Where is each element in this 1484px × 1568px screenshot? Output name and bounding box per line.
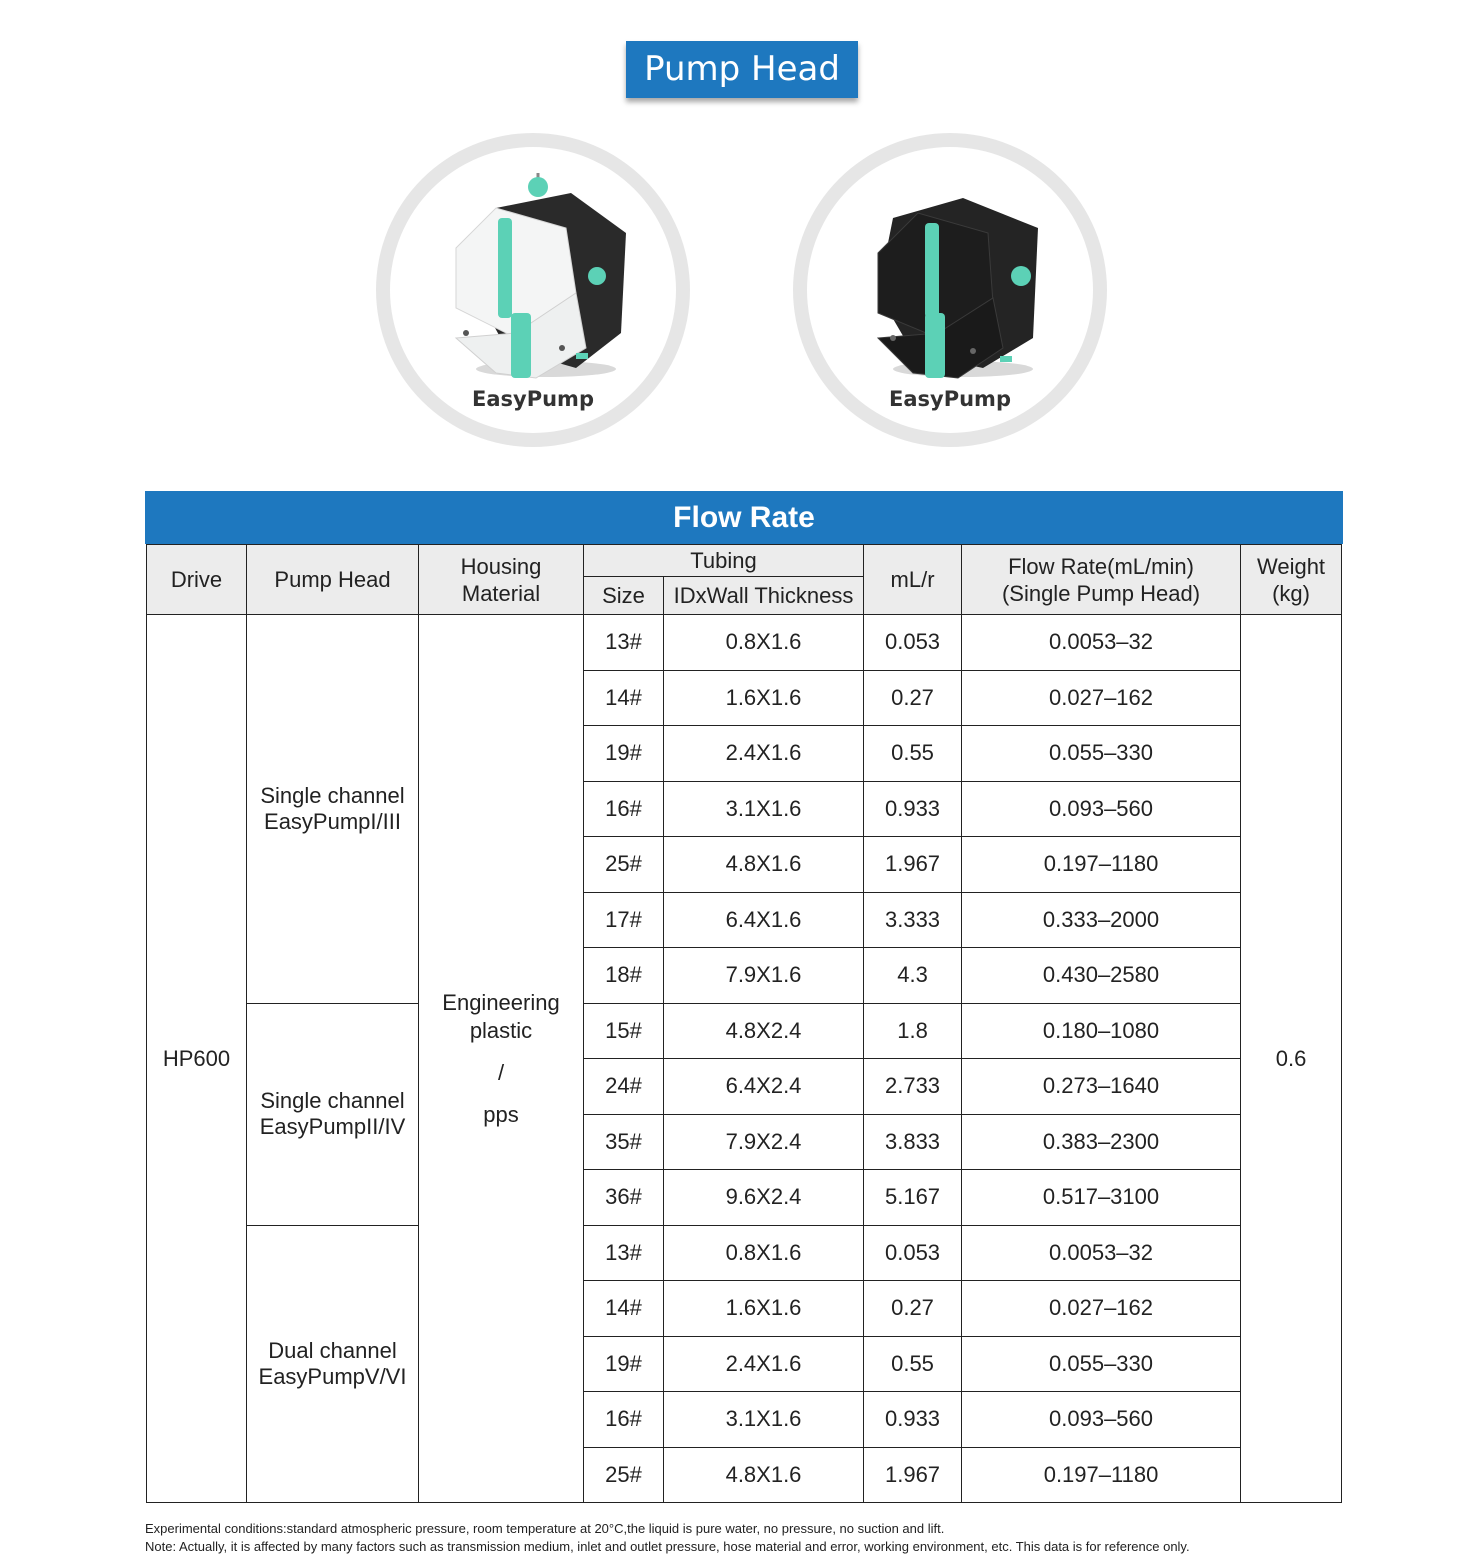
id-wall-cell: 4.8X2.4 [664, 1003, 864, 1059]
housing-cell [419, 615, 584, 1503]
housing-line3: / [497, 1059, 505, 1085]
id-wall-cell: 9.6X2.4 [664, 1170, 864, 1226]
id-wall-cell: 0.8X1.6 [664, 615, 864, 671]
header-housing-line1: Housing [460, 553, 542, 579]
id-wall-cell: 1.6X1.6 [664, 1281, 864, 1337]
size-cell: 13# [584, 1225, 664, 1281]
pump-group-line1: Single channel [260, 782, 405, 808]
drive-cell: HP600 [147, 615, 247, 1503]
size-cell: 24# [584, 1059, 664, 1115]
size-cell: 35# [584, 1114, 664, 1170]
reference-note: Note: Actually, it is affected by many factors such as transmission medium, inlet and outlet pressure, hose material and error, working environment, etc. This data is for reference only. [145, 1539, 1190, 1554]
header-flow-line1: Flow Rate(mL/min) [1008, 553, 1194, 579]
size-cell: 19# [584, 726, 664, 782]
pump-group-line1: Single channel [260, 1088, 405, 1113]
id-wall-cell: 4.8X1.6 [664, 837, 864, 893]
mlr-cell: 1.8 [864, 1003, 962, 1059]
mlr-cell: 1.967 [864, 837, 962, 893]
product-label: EasyPump [889, 387, 1011, 411]
table-row [147, 615, 1342, 671]
size-cell: 19# [584, 1336, 664, 1392]
size-cell: 25# [584, 837, 664, 893]
size-cell: 13# [584, 615, 664, 671]
id-wall-cell: 2.4X1.6 [664, 1336, 864, 1392]
page-title: Pump Head [626, 41, 858, 98]
header-size: Size [584, 577, 664, 615]
pump-group-line1: Dual channel [268, 1337, 397, 1363]
id-wall-cell: 6.4X2.4 [664, 1059, 864, 1115]
mlr-cell: 0.27 [864, 670, 962, 726]
pump-group-cell [247, 615, 419, 1004]
flow-cell: 0.383–2300 [962, 1114, 1241, 1170]
flow-cell: 0.180–1080 [962, 1003, 1241, 1059]
mlr-cell: 3.333 [864, 892, 962, 948]
header-pump-head: Pump Head [247, 545, 419, 615]
mlr-cell: 0.053 [864, 615, 962, 671]
size-cell: 36# [584, 1170, 664, 1226]
id-wall-cell: 7.9X2.4 [664, 1114, 864, 1170]
flow-cell: 0.197–1180 [962, 1447, 1241, 1503]
mlr-cell: 5.167 [864, 1170, 962, 1226]
mlr-cell: 0.55 [864, 726, 962, 782]
table-row [147, 1225, 1342, 1281]
size-cell: 15# [584, 1003, 664, 1059]
header-flow-rate [962, 545, 1241, 615]
header-mlr: mL/r [864, 545, 962, 615]
flow-rate-table [146, 544, 1342, 1503]
flow-cell: 0.093–560 [962, 781, 1241, 837]
housing-line1: Engineering [442, 989, 560, 1015]
product-label: EasyPump [472, 387, 594, 411]
id-wall-cell: 1.6X1.6 [664, 670, 864, 726]
pump-group-cell [247, 1003, 419, 1225]
pump-group-cell [247, 1225, 419, 1503]
experimental-conditions-note: Experimental conditions:standard atmospheric pressure, room temperature at 20°C,the liquid is pure water, no pressure, no suction and lift. [145, 1521, 945, 1536]
size-cell: 18# [584, 948, 664, 1004]
mlr-cell: 2.733 [864, 1059, 962, 1115]
id-wall-cell: 3.1X1.6 [664, 1392, 864, 1448]
flow-rate-header: Flow Rate [145, 491, 1343, 544]
header-flow-line2: (Single Pump Head) [1001, 580, 1201, 606]
flow-cell: 0.197–1180 [962, 837, 1241, 893]
mlr-cell: 3.833 [864, 1114, 962, 1170]
mlr-cell: 0.053 [864, 1225, 962, 1281]
product-card-black [793, 133, 1107, 447]
id-wall-cell: 4.8X1.6 [664, 1447, 864, 1503]
id-wall-cell: 2.4X1.6 [664, 726, 864, 782]
flow-cell: 0.430–2580 [962, 948, 1241, 1004]
pump-group-line2: EasyPumpII/IV [259, 1114, 406, 1139]
flow-cell: 0.055–330 [962, 1336, 1241, 1392]
flow-cell: 0.0053–32 [962, 615, 1241, 671]
mlr-cell: 0.55 [864, 1336, 962, 1392]
flow-cell: 0.027–162 [962, 1281, 1241, 1337]
pump-head-black-image [853, 173, 1053, 383]
flow-cell: 0.093–560 [962, 1392, 1241, 1448]
table-row [147, 1003, 1342, 1059]
size-cell: 25# [584, 1447, 664, 1503]
pump-head-white-image [436, 173, 636, 383]
size-cell: 14# [584, 1281, 664, 1337]
id-wall-cell: 0.8X1.6 [664, 1225, 864, 1281]
mlr-cell: 0.933 [864, 1392, 962, 1448]
header-drive: Drive [147, 545, 247, 615]
size-cell: 17# [584, 892, 664, 948]
mlr-cell: 0.27 [864, 1281, 962, 1337]
weight-cell: 0.6 [1241, 615, 1342, 1503]
size-cell: 16# [584, 781, 664, 837]
id-wall-cell: 7.9X1.6 [664, 948, 864, 1004]
flow-cell: 0.027–162 [962, 670, 1241, 726]
mlr-cell: 1.967 [864, 1447, 962, 1503]
housing-line4: pps [483, 1101, 519, 1127]
size-cell: 16# [584, 1392, 664, 1448]
size-cell: 14# [584, 670, 664, 726]
flow-cell: 0.333–2000 [962, 892, 1241, 948]
id-wall-cell: 6.4X1.6 [664, 892, 864, 948]
mlr-cell: 0.933 [864, 781, 962, 837]
header-weight-line2: (kg) [1272, 580, 1310, 606]
flow-cell: 0.517–3100 [962, 1170, 1241, 1226]
housing-line2: plastic [469, 1017, 533, 1043]
header-weight-line1: Weight [1256, 553, 1326, 579]
flow-cell: 0.055–330 [962, 726, 1241, 782]
header-id-wall: IDxWall Thickness [664, 577, 864, 615]
header-housing [419, 545, 584, 615]
pump-group-line2: EasyPumpV/VI [258, 1363, 407, 1389]
header-housing-line2: Material [461, 580, 541, 606]
id-wall-cell: 3.1X1.6 [664, 781, 864, 837]
product-card-white [376, 133, 690, 447]
pump-group-line2: EasyPumpI/III [264, 808, 401, 834]
flow-cell: 0.273–1640 [962, 1059, 1241, 1115]
flow-cell: 0.0053–32 [962, 1225, 1241, 1281]
header-weight [1241, 545, 1342, 615]
header-tubing: Tubing [584, 545, 864, 577]
mlr-cell: 4.3 [864, 948, 962, 1004]
